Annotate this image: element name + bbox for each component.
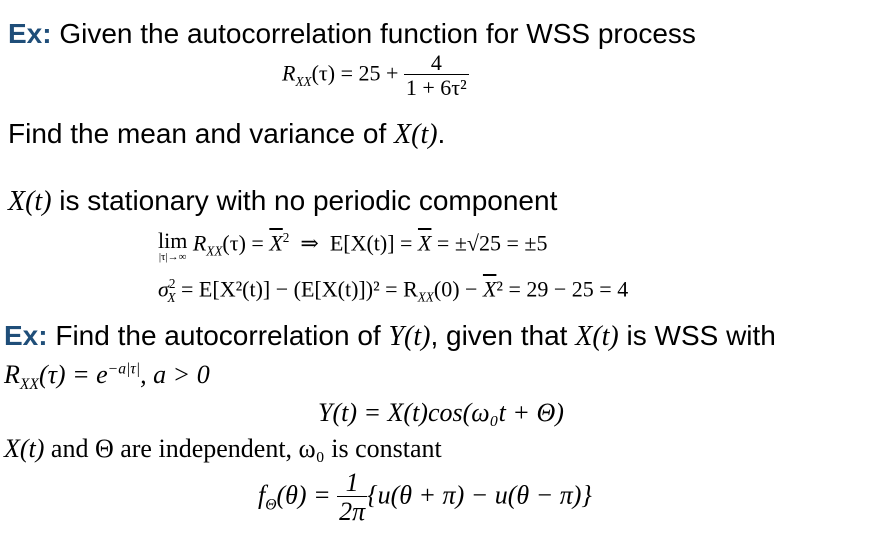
pdf-fraction (337, 470, 367, 525)
find-end: . (437, 118, 446, 149)
ex2-rxx-sub: XX (19, 376, 39, 394)
var-xbar: $\overline{X}$ (482, 276, 497, 302)
eq-rxx-subscript: XX (295, 73, 312, 89)
pdf-den: 2π (339, 497, 366, 526)
ex2-rxx-rest: (τ) = e (38, 360, 108, 389)
mean-rest: = ±√25 = ±5 (431, 230, 548, 256)
ex2-label: Ex: (4, 320, 48, 351)
stationary-line (8, 185, 557, 218)
pdf-num: 1 (345, 468, 359, 497)
eq-numerator: 4 (430, 50, 442, 75)
ex2-heading (4, 320, 776, 353)
pdf-sub: Θ (265, 496, 277, 514)
var-end: ² = 29 − 25 = 4 (496, 276, 629, 302)
implies-symbol: ⇒ (289, 230, 330, 256)
var-sub: X (167, 289, 176, 305)
ex1-label: Ex: (8, 18, 52, 49)
find-var: X(t) (394, 119, 438, 150)
ex2-rxx-end: , a > 0 (140, 360, 210, 389)
ex2-yt-equation (318, 398, 564, 428)
ex2-rxx: R (4, 360, 20, 389)
ex2-text: Find the autocorrelation of (47, 320, 389, 351)
ex2-pdf-equation (258, 470, 592, 525)
limit-equation (158, 230, 547, 263)
variance-equation (158, 276, 628, 306)
ex2-yvar: Y(t) (388, 321, 431, 352)
ex2-text3: is WSS with (618, 320, 776, 351)
pdf-f: f (258, 480, 266, 510)
ex1-autocorr-equation (282, 52, 469, 99)
eq-rxx-symbol: R (282, 60, 296, 86)
var-sigma: σ (158, 276, 169, 302)
ex2-yt: Y(t) = X(t)cos(ω₀t + Θ) (318, 398, 564, 427)
lim-rxx: R (187, 230, 207, 256)
eq-fraction (404, 52, 469, 99)
ex2-xvar: X(t) (575, 321, 619, 352)
lim-xbar: $\overline{X}$ (269, 230, 283, 256)
pdf-rest: {u(θ + π) − u(θ − π)} (367, 480, 592, 510)
mean-xbar: $\overline{X}$ (417, 230, 432, 256)
ex1-text: Given the autocorrelation function for WSS process (51, 18, 696, 49)
lim-rest: (τ) = (222, 230, 270, 256)
ex2-text2: , given that (430, 320, 576, 351)
var-rest: = E[X²(t)] − (E[X(t)])² = R (175, 276, 418, 302)
mean-expr: E[X(t)] = (329, 230, 418, 256)
ex2-rxx-line (4, 360, 210, 394)
var-rxx-sub: XX (417, 289, 434, 305)
eq-denominator: 1 + 6τ² (405, 75, 467, 100)
find-text: Find the mean and variance of (8, 118, 395, 149)
lim-rxx-sub: XX (206, 243, 223, 259)
eq-rxx-arg: (τ) = 25 + (311, 60, 404, 86)
ex2-indep-text: and Θ are independent, ω₀ is constant (44, 434, 442, 463)
ex2-rxx-exp: −a|τ| (107, 360, 141, 378)
stationary-text: is stationary with no periodic component (51, 185, 558, 216)
lim-square: 2 (282, 230, 290, 245)
ex2-indep-var: X(t) (4, 434, 45, 463)
ex2-indep-line (4, 434, 442, 464)
var-sup: 2 (168, 276, 176, 291)
lim-word: lim (158, 228, 188, 253)
ex1-heading (8, 18, 696, 50)
lim-subscript: |τ|→∞ (158, 251, 187, 263)
var-rest2: (0) − (433, 276, 483, 302)
lim-operator (158, 230, 187, 263)
pdf-arg: (θ) = (276, 480, 338, 510)
stationary-var: X(t) (8, 186, 52, 217)
ex1-find-line (8, 118, 445, 151)
